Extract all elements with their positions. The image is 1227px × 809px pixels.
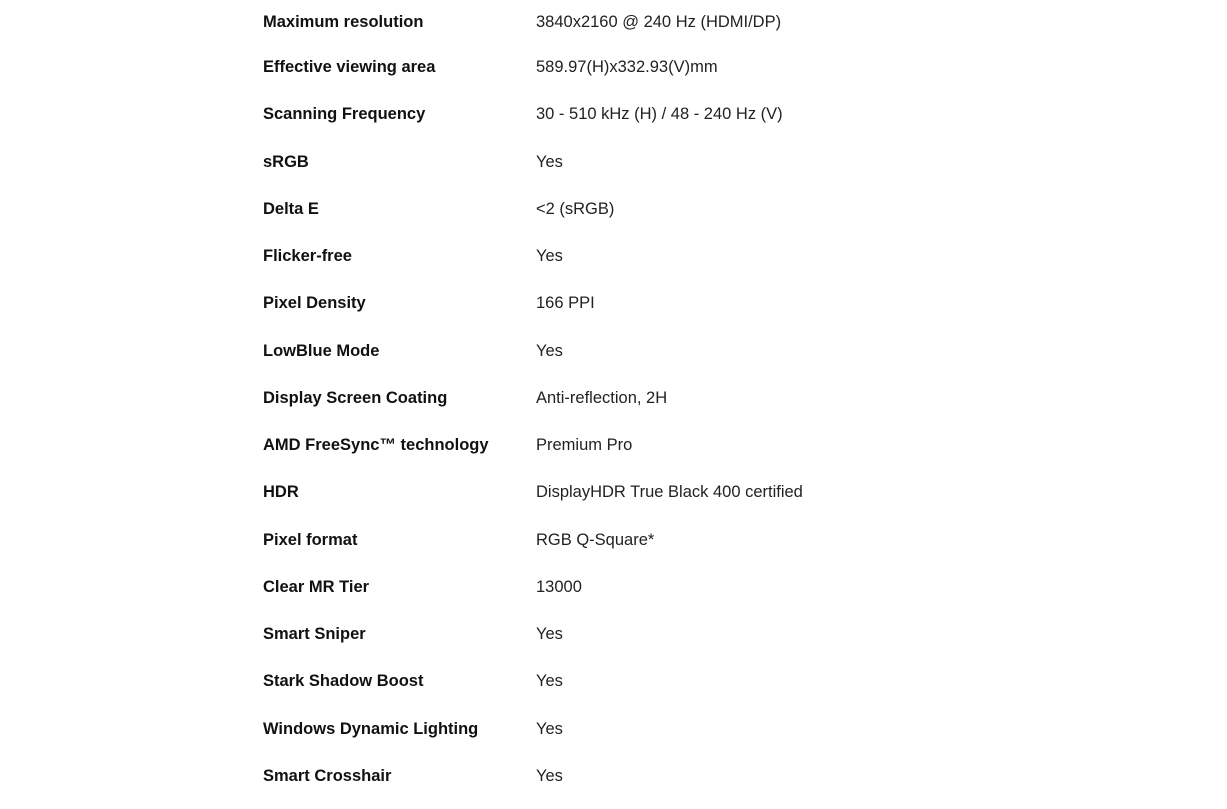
spec-row (263, 280, 963, 327)
spec-row (263, 139, 963, 186)
spec-value: Anti-reflection, 2H (536, 388, 668, 407)
spec-row (263, 186, 963, 233)
spec-value: Yes (536, 247, 563, 266)
spec-row (263, 44, 963, 91)
spec-row (263, 233, 963, 280)
spec-label: Smart Crosshair (263, 766, 392, 785)
spec-value: 30 - 510 kHz (H) / 48 - 240 Hz (V) (536, 105, 783, 124)
spec-label: Pixel format (263, 530, 358, 549)
spec-label: Smart Sniper (263, 625, 366, 644)
spec-value: <2 (sRGB) (536, 199, 615, 218)
spec-label: Flicker-free (263, 247, 352, 266)
spec-row (263, 91, 963, 138)
spec-label: Maximum resolution (263, 12, 424, 31)
spec-value: Yes (536, 766, 563, 785)
spec-value: 589.97(H)x332.93(V)mm (536, 58, 718, 77)
spec-label: Stark Shadow Boost (263, 672, 424, 691)
spec-label: Display Screen Coating (263, 388, 448, 407)
spec-row (263, 517, 963, 564)
spec-label: Pixel Density (263, 294, 366, 313)
spec-label: Scanning Frequency (263, 105, 426, 124)
spec-row (263, 658, 963, 705)
spec-label: LowBlue Mode (263, 341, 380, 360)
spec-row (263, 564, 963, 611)
spec-row (263, 328, 963, 375)
spec-row (263, 469, 963, 516)
spec-row (263, 611, 963, 658)
spec-row (263, 706, 963, 753)
spec-value: Premium Pro (536, 436, 633, 455)
spec-value: 166 PPI (536, 294, 595, 313)
spec-value: RGB Q-Square* (536, 530, 655, 549)
spec-label: sRGB (263, 152, 309, 171)
spec-value: Yes (536, 719, 563, 738)
spec-value: Yes (536, 152, 563, 171)
spec-row (263, 0, 963, 44)
spec-label: HDR (263, 483, 299, 502)
spec-label: AMD FreeSync™ technology (263, 436, 489, 455)
spec-row (263, 422, 963, 469)
spec-value: Yes (536, 672, 563, 691)
spec-label: Effective viewing area (263, 58, 436, 77)
spec-value: Yes (536, 625, 563, 644)
spec-value: 3840x2160 @ 240 Hz (HDMI/DP) (536, 12, 782, 31)
spec-label: Clear MR Tier (263, 577, 370, 596)
spec-label: Windows Dynamic Lighting (263, 719, 479, 738)
spec-value: Yes (536, 341, 563, 360)
spec-table (263, 0, 963, 800)
spec-row (263, 375, 963, 422)
spec-label: Delta E (263, 199, 319, 218)
spec-value: 13000 (536, 577, 582, 596)
spec-row (263, 753, 963, 800)
spec-value: DisplayHDR True Black 400 certified (536, 483, 803, 502)
